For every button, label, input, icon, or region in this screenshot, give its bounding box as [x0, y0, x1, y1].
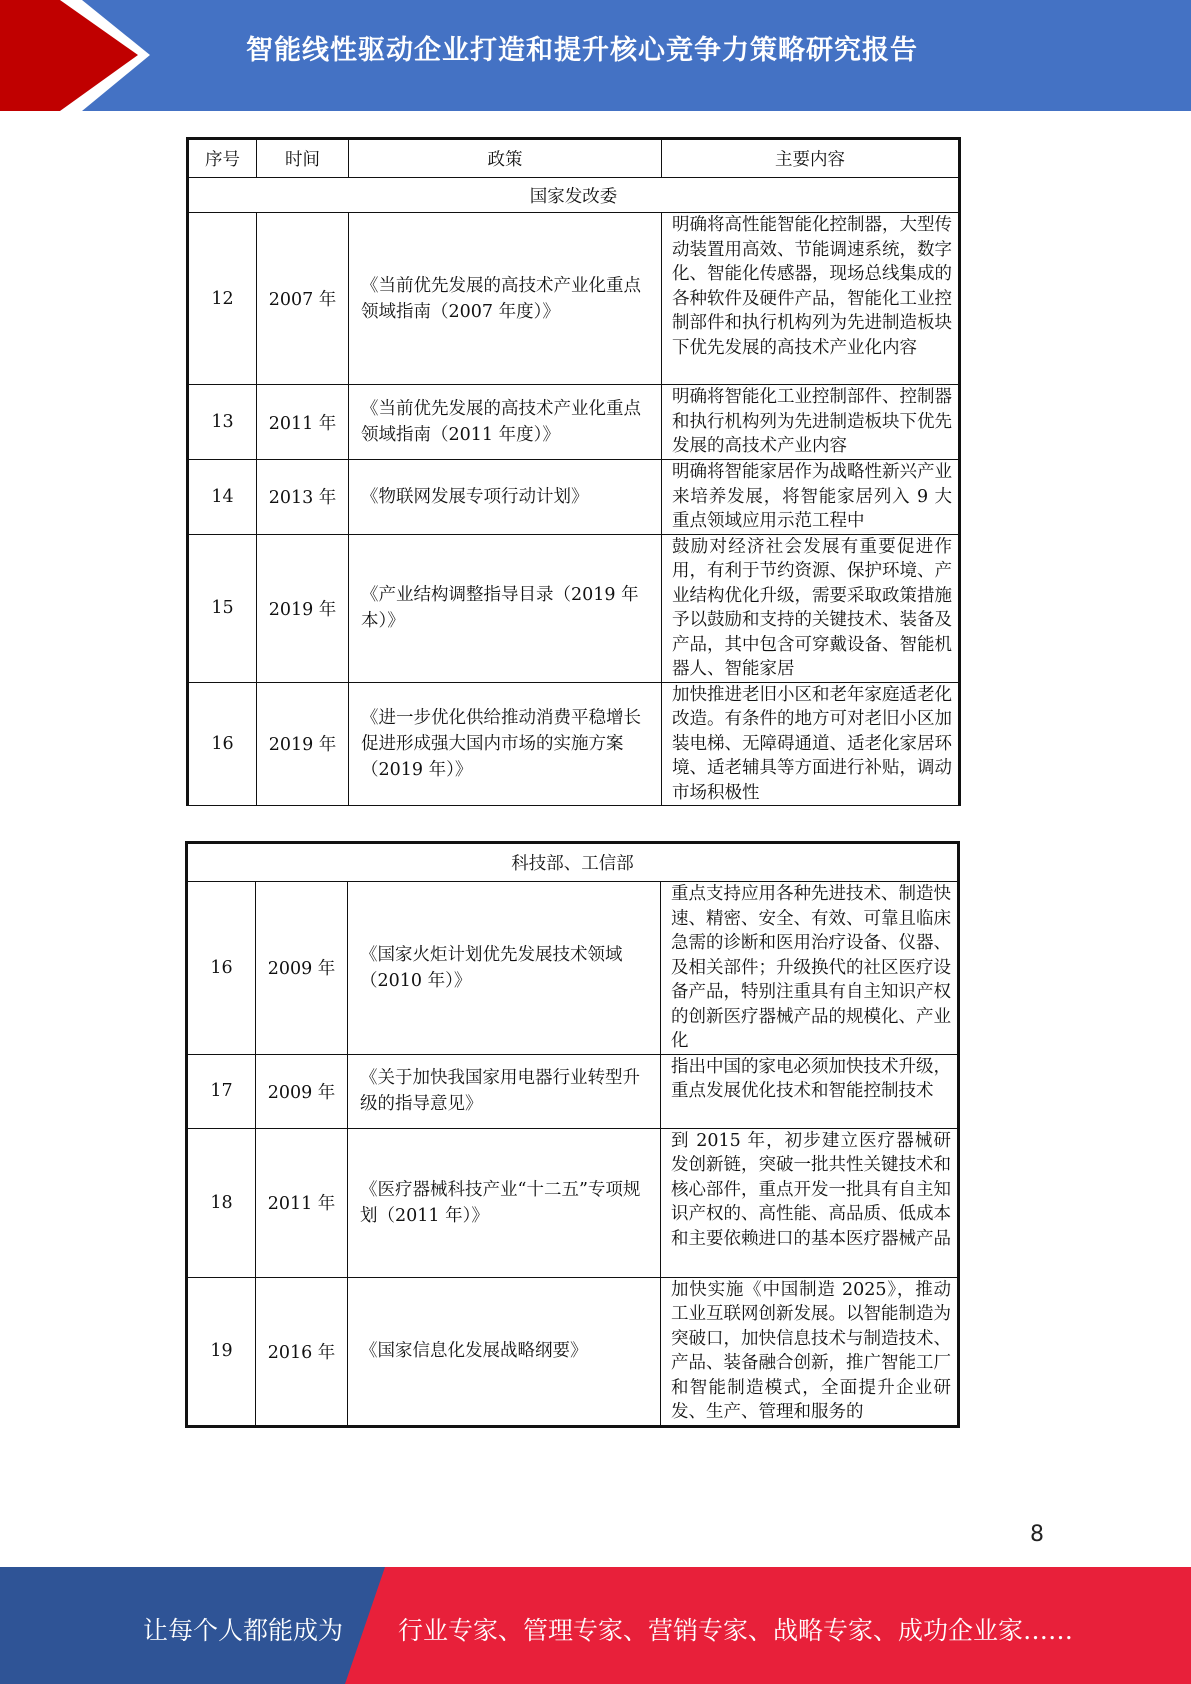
table-row — [188, 385, 960, 460]
row-year: 2013 年 — [257, 460, 349, 535]
row-policy: 《物联网发展专项行动计划》 — [349, 460, 662, 535]
footer-slogan-left: 让每个人都能成为 — [143, 1616, 344, 1645]
row-policy: 《国家信息化发展战略纲要》 — [348, 1277, 661, 1426]
policy-table-1 — [186, 137, 961, 806]
row-year: 2019 年 — [257, 534, 349, 682]
section-row — [187, 843, 959, 882]
row-content: 加快推进老旧小区和老年家庭适老化改造。有条件的地方可对老旧小区加装电梯、无障碍通道、适老化家居环境、适老辅具等方面进行补贴，调动市场积极性 — [662, 682, 960, 806]
row-year: 2009 年 — [256, 1054, 348, 1128]
row-year: 2016 年 — [256, 1277, 348, 1426]
header-chevron-icon — [0, 0, 160, 111]
page-header — [0, 0, 1191, 111]
row-policy: 《国家火炬计划优先发展技术领域（2010 年）》 — [348, 882, 661, 1055]
column-header-content: 主要内容 — [662, 139, 960, 178]
table-row — [188, 460, 960, 535]
row-number: 12 — [188, 213, 257, 385]
table-row — [187, 1128, 959, 1277]
row-number: 15 — [188, 534, 257, 682]
table-row — [187, 1277, 959, 1426]
section-label: 国家发改委 — [188, 178, 960, 213]
row-number: 14 — [188, 460, 257, 535]
row-policy: 《当前优先发展的高技术产业化重点领域指南（2011 年度）》 — [349, 385, 662, 460]
row-number: 16 — [187, 882, 256, 1055]
row-content: 明确将高性能智能化控制器，大型传动装置用高效、节能调速系统，数字化、智能化传感器，现场总线集成的各种软件及硬件产品，智能化工业控制部件和执行机构列为先进制造板块下优先发展的高技术产业化内容 — [662, 213, 960, 385]
row-year: 2007 年 — [257, 213, 349, 385]
table-header-row — [188, 139, 960, 178]
report-title: 智能线性驱动企业打造和提升核心竞争力策略研究报告 — [246, 35, 918, 66]
table-row — [187, 882, 959, 1055]
row-policy: 《进一步优化供给推动消费平稳增长 促进形成强大国内市场的实施方案（2019 年）》 — [349, 682, 662, 806]
row-year: 2011 年 — [257, 385, 349, 460]
row-content: 重点支持应用各种先进技术、制造快速、精密、安全、有效、可靠且临床急需的诊断和医用治疗设备、仪器、及相关部件；升级换代的社区医疗设备产品，特别注重具有自主知识产权的创新医疗器械产品的规模化、产业化 — [661, 882, 959, 1055]
table-row — [188, 213, 960, 385]
row-content: 明确将智能家居作为战略性新兴产业来培养发展，将智能家居列入 9 大重点领域应用示范工程中 — [662, 460, 960, 535]
row-number: 16 — [188, 682, 257, 806]
column-header-policy: 政策 — [349, 139, 662, 178]
section-label: 科技部、工信部 — [187, 843, 959, 882]
row-number: 17 — [187, 1054, 256, 1128]
row-year: 2019 年 — [257, 682, 349, 806]
row-content: 到 2015 年，初步建立医疗器械研发创新链，突破一批共性关键技术和核心部件，重点开发一批具有自主知识产权的、高性能、高品质、低成本和主要依赖进口的基本医疗器械产品 — [661, 1128, 959, 1277]
table-row — [188, 534, 960, 682]
column-header-time: 时间 — [257, 139, 349, 178]
row-content: 加快实施《中国制造 2025》，推动工业互联网创新发展。以智能制造为突破口，加快信息技术与制造技术、产品、装备融合创新，推广智能工厂和智能制造模式，全面提升企业研发、生产、管理和服务的 — [661, 1277, 959, 1426]
table-row — [188, 682, 960, 806]
row-policy: 《关于加快我国家用电器行业转型升级的指导意见》 — [348, 1054, 661, 1128]
section-row — [188, 178, 960, 213]
row-policy: 《产业结构调整指导目录（2019 年本）》 — [349, 534, 662, 682]
row-content: 明确将智能化工业控制部件、控制器和执行机构列为先进制造板块下优先发展的高技术产业内容 — [662, 385, 960, 460]
row-content: 鼓励对经济社会发展有重要促进作用，有利于节约资源、保护环境、产业结构优化升级，需要采取政策措施予以鼓励和支持的关键技术、装备及产品，其中包含可穿戴设备、智能机器人、智能家居 — [662, 534, 960, 682]
page-footer — [0, 1567, 1191, 1684]
page-number: 8 — [1030, 1522, 1044, 1547]
row-number: 19 — [187, 1277, 256, 1426]
row-number: 18 — [187, 1128, 256, 1277]
row-content: 指出中国的家电必须加快技术升级，重点发展优化技术和智能控制技术 — [661, 1054, 959, 1128]
row-year: 2009 年 — [256, 882, 348, 1055]
footer-slogan-right: 行业专家、管理专家、营销专家、战略专家、成功企业家…… — [398, 1616, 1074, 1645]
row-policy: 《医疗器械科技产业“十二五”专项规划（2011 年）》 — [348, 1128, 661, 1277]
row-number: 13 — [188, 385, 257, 460]
policy-table-2 — [185, 841, 960, 1428]
table-row — [187, 1054, 959, 1128]
column-header-no: 序号 — [188, 139, 257, 178]
row-policy: 《当前优先发展的高技术产业化重点领域指南（2007 年度）》 — [349, 213, 662, 385]
row-year: 2011 年 — [256, 1128, 348, 1277]
